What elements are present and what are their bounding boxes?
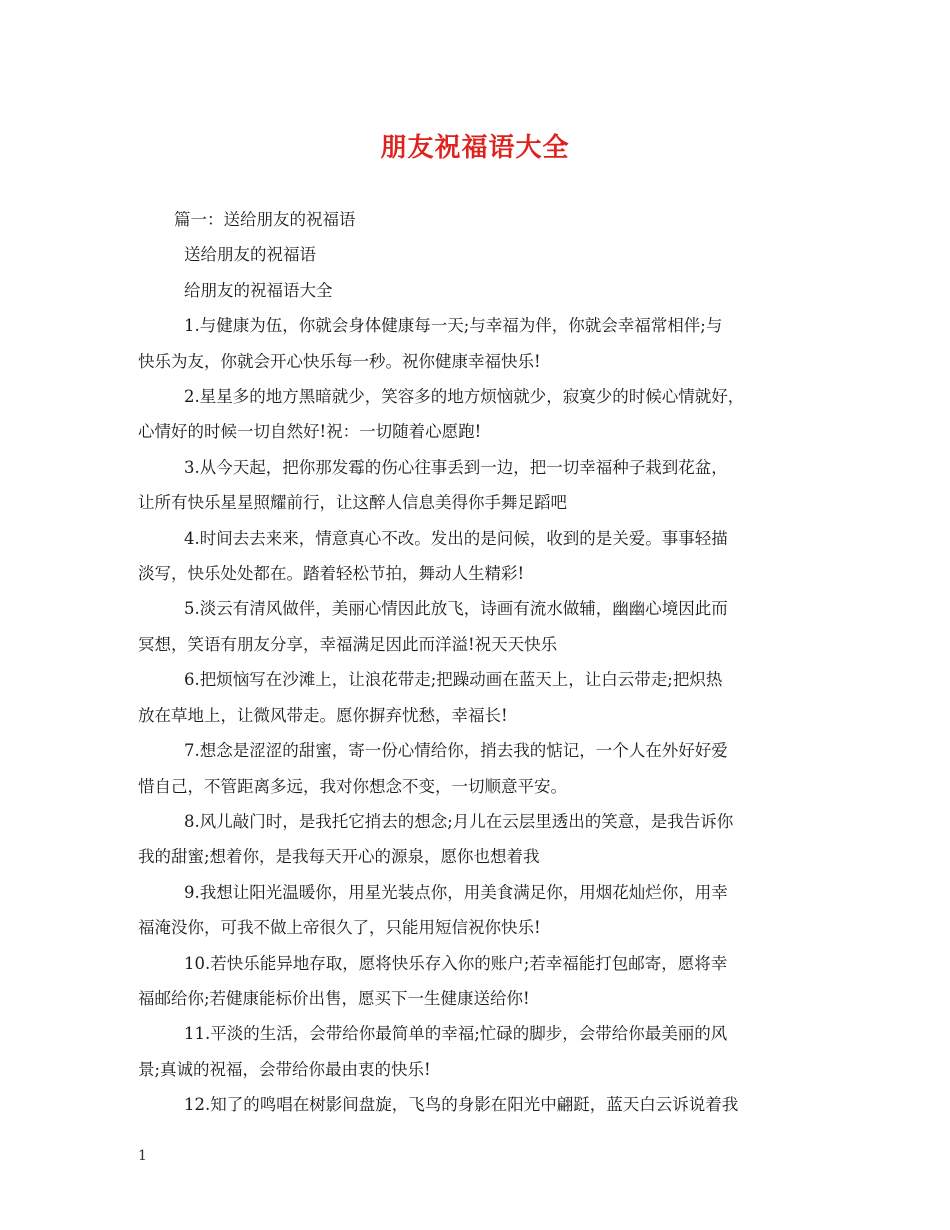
item-line: 7.想念是涩涩的甜蜜，寄一份心情给你，捎去我的惦记，一个人在外好好爱 (184, 741, 728, 761)
item-line: 我的甜蜜;想着你，是我每天开心的源泉，愿你也想着我 (138, 847, 540, 867)
subheading: 送给朋友的祝福语 (184, 245, 316, 265)
item-line: 让所有快乐星星照耀前行，让这醉人信息美得你手舞足蹈吧 (138, 493, 567, 513)
item-line: 放在草地上，让微风带走。愿你摒弃忧愁，幸福长! (138, 705, 508, 725)
section-heading: 篇一：送给朋友的祝福语 (174, 210, 356, 229)
item-line: 快乐为友，你就会开心快乐每一秒。祝你健康幸福快乐! (138, 351, 541, 371)
item-line: 11.平淡的生活，会带给你最简单的幸福;忙碌的脚步，会带给你最美丽的风 (184, 1024, 728, 1044)
item-line: 福淹没你，可我不做上帝很久了，只能用短信祝你快乐! (138, 918, 541, 938)
item-line: 6.把烦恼写在沙滩上，让浪花带走;把躁动画在蓝天上，让白云带走;把炽热 (184, 670, 723, 690)
item-line: 2.星星多的地方黑暗就少，笑容多的地方烦恼就少，寂寞少的时候心情就好， (184, 387, 745, 407)
subheading: 给朋友的祝福语大全 (184, 280, 333, 300)
item-line: 景;真诚的祝福，会带给你最由衷的快乐! (138, 1059, 431, 1079)
item-line: 8.风儿敲门时，是我托它捎去的想念;月儿在云层里透出的笑意，是我告诉你 (184, 811, 734, 831)
document-body (138, 202, 824, 1123)
item-line: 惜自己，不管距离多远，我对你想念不变，一切顺意平安。 (138, 776, 567, 796)
item-line: 1.与健康为伍，你就会身体健康每一天;与幸福为伴，你就会幸福常相伴;与 (184, 316, 723, 336)
item-line: 9.我想让阳光温暖你，用星光装点你，用美食满足你，用烟花灿烂你，用幸 (184, 882, 728, 902)
item-line: 12.知了的鸣唱在树影间盘旋，飞鸟的身影在阳光中翩跹，蓝天白云诉说着我 (184, 1095, 739, 1115)
document-title: 朋友祝福语大全 (380, 133, 570, 163)
item-line: 福邮给你;若健康能标价出售，愿买下一生健康送给你! (138, 988, 530, 1008)
page-number: 1 (138, 1148, 147, 1164)
item-line: 淡写，快乐处处都在。踏着轻松节拍，舞动人生精彩! (138, 564, 525, 584)
item-line: 4.时间去去来来，情意真心不改。发出的是问候，收到的是关爱。事事轻描 (184, 528, 728, 548)
item-line: 心情好的时候一切自然好!祝：一切随着心愿跑! (138, 422, 482, 442)
item-line: 5.淡云有清风做伴，美丽心情因此放飞，诗画有流水做辅，幽幽心境因此而 (184, 599, 728, 619)
item-line: 3.从今天起，把你那发霉的伤心往事丢到一边，把一切幸福种子栽到花盆， (184, 457, 728, 477)
item-line: 冥想，笑语有朋友分享，幸福满足因此而洋溢!祝天天快乐 (138, 634, 558, 654)
item-line: 10.若快乐能异地存取，愿将快乐存入你的账户;若幸福能打包邮寄，愿将幸 (184, 953, 728, 973)
